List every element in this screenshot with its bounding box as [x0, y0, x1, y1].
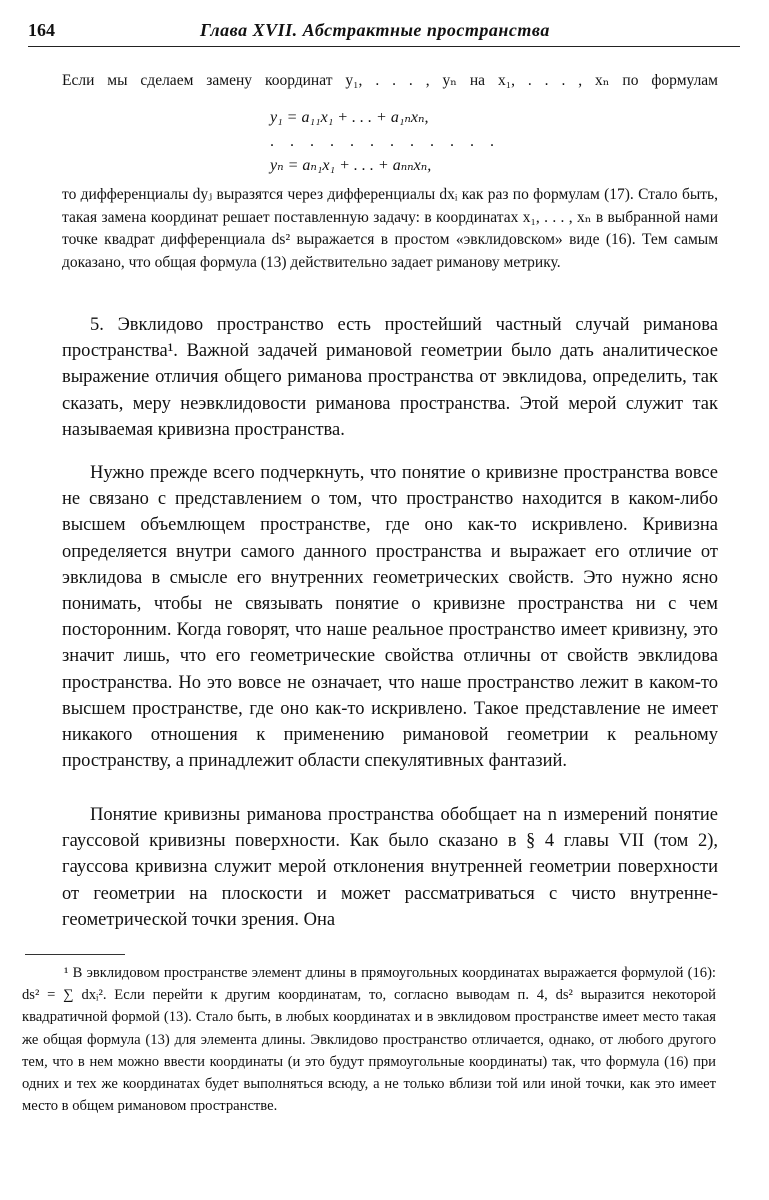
section-5-text: 5. Эвклидово пространство есть простейший частный случай риманова пространства¹. Важной задачей римановой геометрии было дать аналитическое выражение отличия общего риманова пространства от эвклидова, определить, так сказать, меру неэвклидовости риманова пространства. Этой мерой служит так называемая кривизна пространства. [62, 315, 718, 440]
footnote [22, 962, 716, 1117]
paragraph-gauss-text: Понятие кривизны риманова пространства обобщает на n измерений понятие гауссовой кривизны поверхности. Как было сказано в § 4 главы VII (том 2), гауссова кривизна служит мерой отклонения внутренней геометрии поверхности от геометрии на плоскости и может рассматриваться с чисто внутренне-геометрической точки зрения. Она [62, 805, 718, 930]
paragraph-curvature [62, 460, 718, 774]
running-title: Глава XVII. Абстрактные пространства [200, 20, 550, 40]
footnote-text: ¹ В эвклидовом пространстве элемент длины в прямоугольных координатах выражается формулой (16): ds² = ∑ dxᵢ². Если перейти к другим координатам, то, согласно выводам п. 4, ds² выразится некоторой квадратичной формой (13). Стало быть, в любых координатах и в эвклидовом пространстве имеет место такая же общая формула (13) для элемента длины. Эвклидово пространство отличается, однако, от любого другого тем, что в нем можно ввести координаты (и это будут прямоугольные координаты) так, что формула (16) при одних и тех же координатах будет выполняться всюду, а не только вблизи той или иной точки, как это имеет место в общем римановом пространстве. [22, 965, 716, 1115]
formula-block [270, 106, 500, 178]
paragraph-after-formulas [62, 184, 718, 274]
paragraph-gauss [62, 802, 718, 933]
section-5 [62, 312, 718, 443]
formula-dots: . . . . . . . . . . . . [270, 133, 500, 150]
intro-line-block [62, 70, 718, 93]
page-number: 164 [28, 20, 55, 40]
paragraph-text: то дифференциалы dyⱼ выразятся через дифференциалы dxᵢ как раз по формулам (17). Стало быть, такая замена координат решает поставленную задачу: в координатах x₁, . . . , xₙ в выбранной нами точке квадрат дифференциала ds² выражается в простом «эвклидовском» виде (16). Тем самым доказано, что общая формула (13) действительно задает риманову метрику. [62, 186, 718, 271]
paragraph-curvature-text: Нужно прежде всего подчеркнуть, что понятие о кривизне пространства вовсе не связано с представлением о том, что пространство находится в каком-либо высшем объемлющем пространстве, где оно как-то искривлено. Кривизна определяется внутри самого данного пространства и выражает его отличие от эвклидова в смысле его внутренних геометрических свойств. Это нужно ясно понимать, чтобы не связывать понятие о кривизне пространства ни с чем посторонним. Когда говорят, что наше реальное пространство имеет кривизну, это значит лишь, что его геометрические свойства отличны от свойств эвклидова пространства. Но это вовсе не означает, что наше пространство лежит в каком-то высшем пространстве, где оно как-то искривлено. Такое представление не имеет никакого отношения к применению римановой геометрии к реальному пространству, а принадлежит области спекулятивных фантазий. [62, 463, 718, 772]
page-header [28, 18, 740, 47]
footnote-rule [25, 954, 125, 955]
formula-line-n: yₙ = aₙ₁x₁ + . . . + aₙₙxₙ, [270, 157, 432, 174]
formula-line-1: y₁ = a₁₁x₁ + . . . + a₁ₙxₙ, [270, 109, 429, 126]
intro-line: Если мы сделаем замену координат y₁, . . . , yₙ на x₁, . . . , xₙ по формулам [62, 72, 718, 89]
